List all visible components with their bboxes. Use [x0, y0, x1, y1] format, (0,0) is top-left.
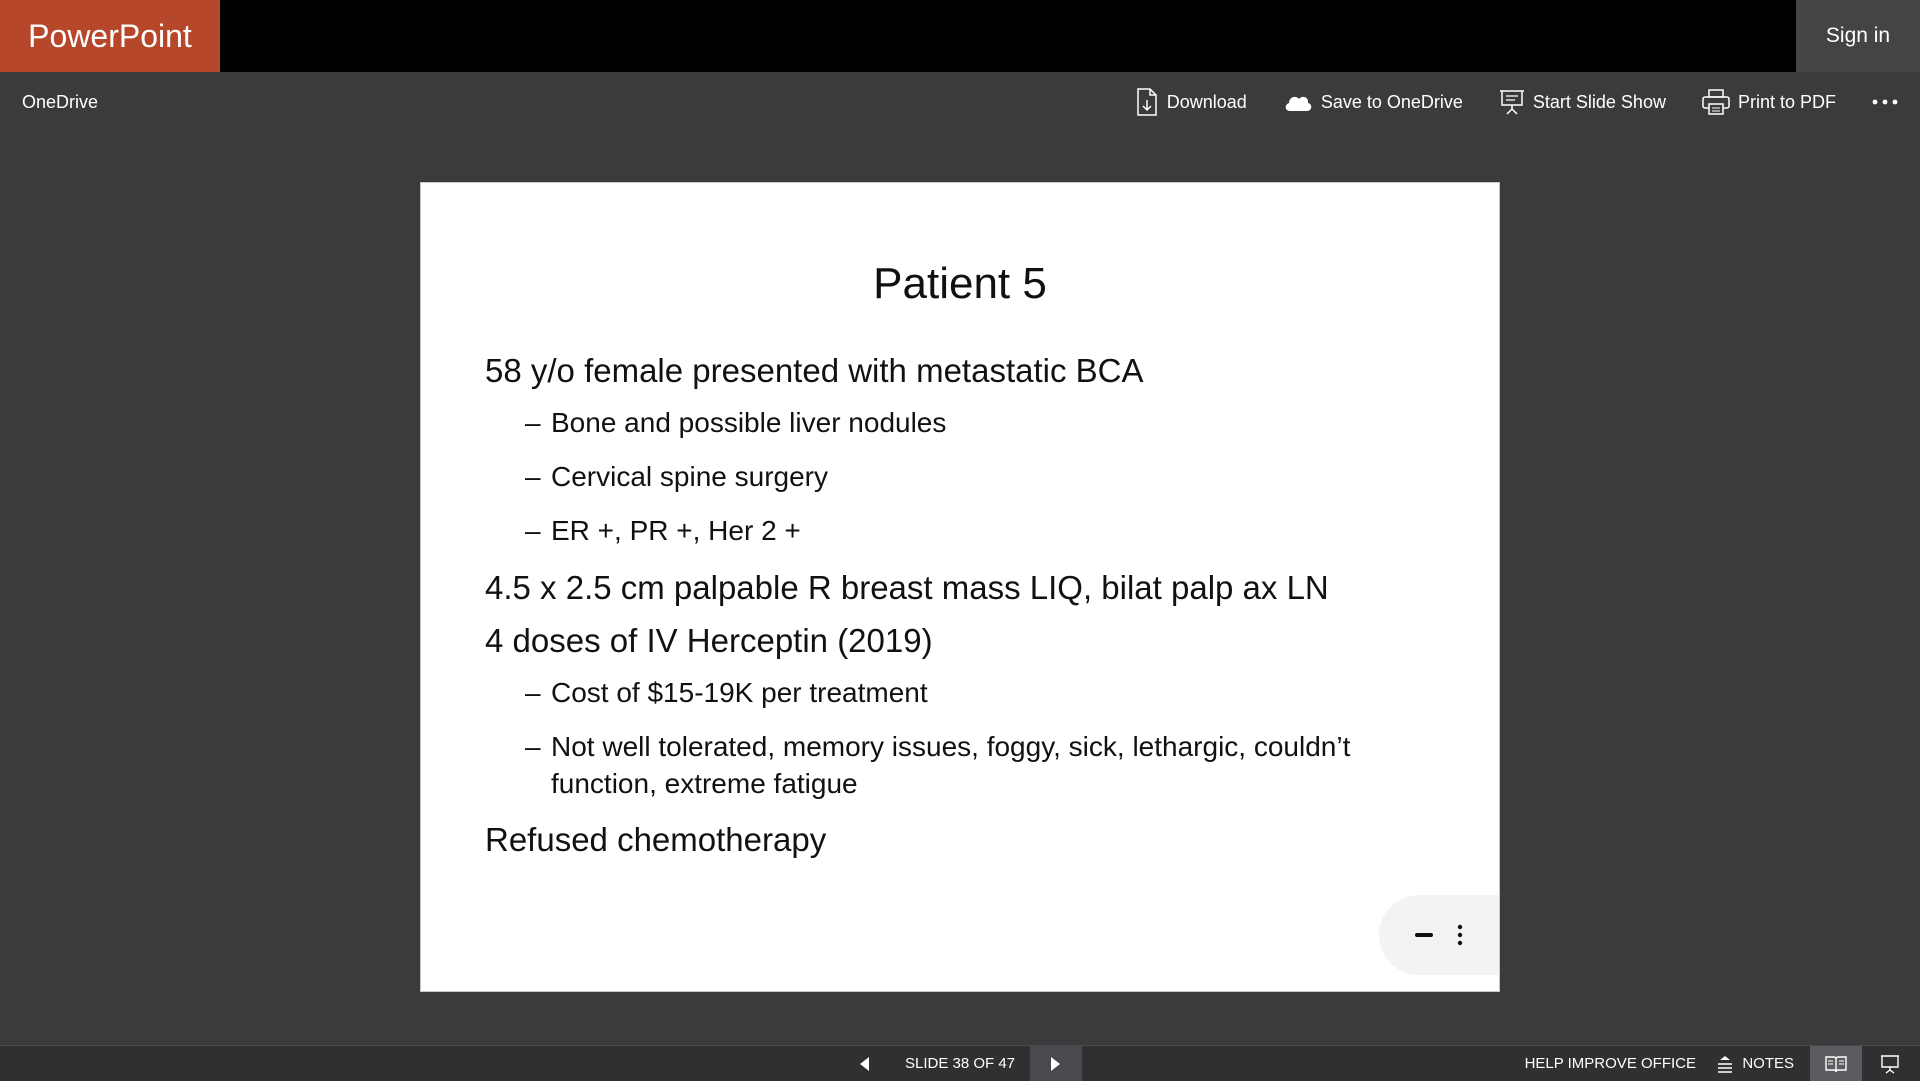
bullet-level2: – Cost of $15-19K per treatment — [525, 676, 928, 708]
reading-view-button[interactable] — [1810, 1046, 1862, 1081]
bullet-level2: – Not well tolerated, memory issues, foggy, sick, lethargic, couldn’t function, extreme fatigue — [525, 731, 1351, 799]
print-to-pdf-button[interactable] — [1702, 89, 1836, 115]
cloud-icon — [1283, 91, 1313, 113]
vertical-ellipsis-icon[interactable] — [1456, 924, 1464, 946]
more-options-button[interactable] — [1872, 93, 1898, 111]
slide-floating-toolbar — [1379, 895, 1499, 975]
onedrive-link[interactable]: OneDrive — [22, 92, 99, 112]
save-to-onedrive-button[interactable] — [1283, 91, 1463, 113]
bullet-text: ER +, PR +, Her 2 + — [551, 515, 801, 547]
download-label: Download — [1166, 91, 1247, 112]
slide-counter: SLIDE 38 OF 47 — [904, 1055, 1016, 1072]
slide-content — [485, 351, 1445, 874]
notes-icon — [1716, 1055, 1734, 1073]
bullet-level2: – Cervical spine surgery — [525, 460, 828, 492]
print-to-pdf-label: Print to PDF — [1737, 91, 1836, 112]
notes-button[interactable] — [1716, 1046, 1794, 1081]
ellipsis-icon — [1872, 98, 1898, 106]
download-button[interactable] — [1135, 88, 1247, 116]
app-brand-button[interactable]: PowerPoint — [0, 0, 220, 72]
triangle-right-icon — [1050, 1056, 1062, 1072]
bullet-level1: Refused chemotherapy — [485, 821, 827, 859]
command-bar — [0, 72, 1920, 132]
bullet-text: Cost of $15-19K per treatment — [551, 676, 928, 708]
bullet-text: Not well tolerated, memory issues, foggy, sick, lethargic, couldn’t function, extreme fatigue — [551, 731, 1351, 799]
start-slide-show-button[interactable] — [1499, 89, 1666, 115]
previous-slide-button[interactable] — [838, 1046, 890, 1081]
slide-show-view-button[interactable] — [1868, 1046, 1912, 1081]
bullet-level2: – Bone and possible liver nodules — [525, 406, 947, 438]
notes-label: NOTES — [1742, 1055, 1794, 1072]
slide-canvas[interactable] — [420, 182, 1500, 992]
bullet-text: Bone and possible liver nodules — [551, 406, 947, 438]
minus-icon[interactable] — [1414, 931, 1434, 939]
bullet-level1: 4 doses of IV Herceptin (2019) — [485, 622, 933, 660]
command-group — [1135, 72, 1920, 132]
bullet-level1: 58 y/o female presented with metastatic BCA — [485, 352, 1144, 389]
slide-title: Patient 5 — [873, 259, 1047, 308]
sign-in-button[interactable]: Sign in — [1796, 0, 1920, 72]
status-bar — [0, 1045, 1920, 1081]
top-bar — [0, 0, 1920, 72]
start-slide-show-label: Start Slide Show — [1532, 91, 1666, 112]
bullet-level2: – ER +, PR +, Her 2 + — [525, 515, 801, 547]
save-to-onedrive-label: Save to OneDrive — [1320, 91, 1463, 112]
help-improve-office-link[interactable]: HELP IMPROVE OFFICE — [1524, 1055, 1696, 1072]
printer-icon — [1702, 89, 1730, 115]
bullet-text: Cervical spine surgery — [551, 460, 828, 492]
download-icon — [1135, 88, 1159, 116]
bullet-level1: 4.5 x 2.5 cm palpable R breast mass LIQ, bilat palp ax LN — [485, 568, 1329, 606]
projector-screen-icon — [1499, 89, 1525, 115]
projector-screen-icon — [1880, 1054, 1900, 1074]
open-book-icon — [1825, 1055, 1847, 1073]
next-slide-button[interactable] — [1030, 1046, 1082, 1081]
triangle-left-icon — [858, 1056, 870, 1072]
